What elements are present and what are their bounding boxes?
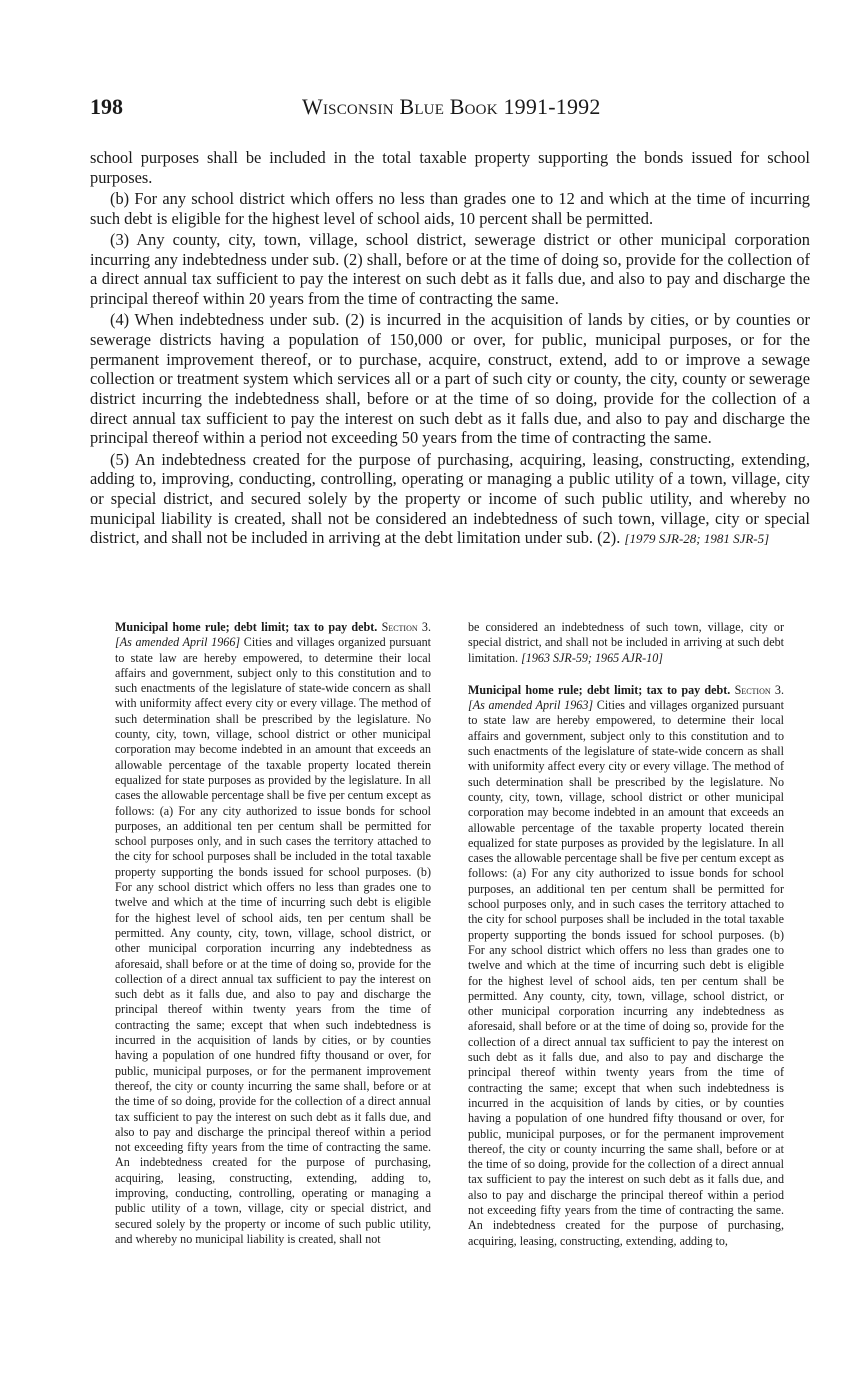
page-header (90, 94, 810, 128)
left-section-entry (115, 620, 431, 1247)
left-section-heading: Municipal home rule; debt limit; tax to pay debt. (115, 620, 378, 634)
paragraph-b: (b) For any school district which offers no less than grades one to 12 and which at the time of incurring such debt is eligible for the highest level of school aids, 10 percent shall be permitted. (90, 188, 810, 228)
left-column (115, 620, 431, 1247)
paragraph-5-text: (5) An indebtedness created for the purpose of purchasing, acquiring, leasing, constructing, extending, adding to, improving, conducting, controlling, operating or managing a public utility of a town, village, city or special district, and secured solely by the property or income of such public utility, and whereby no municipal liability is created, shall not be considered an indebtedness of such town, village, city or special district, and shall not be included in arriving at the debt limitation under sub. (2). (90, 449, 810, 548)
left-section-text: Cities and villages organized pursuant to state law are hereby empowered, to determine their local affairs and government, subject only to this constitution and to such enactments of the legislature of state-wide concern as shall with uniformity affect every city or every village. The method of such determination shall be prescribed by the legislature. No county, city, town, village, school district or other municipal corporation may become indebted in an amount that exceeds an allowable percentage of the taxable property located therein equalized for state purposes as provided by the legislature. In all cases the allowable percentage shall be five per centum except as follows: (a) For any city authorized to issue bonds for school purposes, an additional ten per centum shall be permitted for school purposes only, and in such cases the territory attached to the city for school purposes shall be included in the total taxable property supporting the bonds issued for school purposes. (b) For any school district which offers no less than grades one to twelve and which at the time of incurring such debt is eligible for the highest level of school aids, ten per centum shall be permitted. Any county, city, town, village, school district, or other municipal corporation incurring any indebtedness as aforesaid, shall before or at the time of doing so, provide for the collection of a direct annual tax sufficient to pay the interest on such debt as it falls due, and also to pay and discharge the principal thereof within twenty years from the time of contracting the same; except that when such indebtedness is incurred in the acquisition of lands by cities, or by counties having a population of one hundred fifty thousand or over, for public, municipal purposes, or for the permanent improvement thereof, the city or county incurring the same shall, before or at the time of so doing, provide for the collection of a direct annual tax sufficient to pay the interest on such debt as it falls due, and also to pay and discharge the principal thereof within a period not exceeding fifty years from the time of contracting the same. An indebtedness created for the purpose of purchasing, acquiring, leasing, constructing, extending, adding to, improving, conducting, controlling, operating or managing a public utility of a town, village, city or special district, and secured solely by the property or income of such public utility, and whereby no municipal liability is created, shall not (115, 635, 431, 1246)
right-section-text: Cities and villages organized pursuant to state law are hereby empowered, to determine their local affairs and government, subject only to this constitution and to such enactments of the legislature of state-wide concern as shall with uniformity affect every city or every village. The method of such determination shall be prescribed by the legislature. No county, city, town, village, school district or other municipal corporation may become indebted in an amount that exceeds an allowable percentage of the taxable property located therein equalized for state purposes as provided by the legislature. In all cases the allowable percentage shall be five per centum except as follows: (a) For any city authorized to issue bonds for school purposes, an additional ten per centum shall be permitted for school purposes only, and in such cases the territory attached to the city for school purposes shall be included in the total taxable property supporting the bonds issued for school purposes. (b) For any school district which offers no less than grades one to twelve and which at the time of incurring such debt is eligible for the highest level of school aids, ten per centum shall be permitted. Any county, city, town, village, school district, or other municipal corporation incurring any indebtedness as aforesaid, shall before or at the time of doing so, provide for the collection of a direct annual tax sufficient to pay the interest on such debt as it falls due, and also to pay and discharge the principal thereof within twenty years from the time of contracting the same; except that when such indebtedness is incurred in the acquisition of lands by cities, or by counties having a population of one hundred fifty thousand or over, for public, municipal purposes, or for the permanent improvement thereof, the city or county incurring the same shall, before or at the time of so doing, provide for the collection of a direct annual tax sufficient to pay the interest on such debt as it falls due, and also to pay and discharge the principal thereof within a period not exceeding fifty years from the time of contracting the same. An indebtedness created for the purpose of purchasing, acquiring, leasing, constructing, extending, adding to, (468, 698, 784, 1248)
running-title-name: Wisconsin Blue Book (302, 94, 498, 119)
right-section-entry (468, 683, 784, 1249)
right-continued-citation: [1963 SJR-59; 1965 AJR-10] (521, 650, 663, 665)
right-continued-text: be considered an indebtedness of such town, village, city or special district, and shall not be included in arriving at such debt limitation. (468, 620, 784, 665)
paragraph-3: (3) Any county, city, town, village, school district, sewerage district or other municipal corporation incurring any indebtedness under sub. (2) shall, before or at the time of doing so, provide for the collection of a direct annual tax sufficient to pay the interest on such debt as it falls due, and also to pay and discharge the principal thereof within 20 years from the time of contracting the same. (90, 229, 810, 308)
running-title (302, 94, 601, 120)
paragraph-continued: school purposes shall be included in the total taxable property supporting the bonds issued for school purposes. (90, 148, 810, 187)
main-body-text (90, 148, 810, 551)
left-amendment-note: [As amended April 1966] (115, 635, 241, 650)
paragraph-5-citation: [1979 SJR-28; 1981 SJR-5] (624, 531, 770, 547)
paragraph-4: (4) When indebtedness under sub. (2) is incurred in the acquisition of lands by cities, or by counties or sewerage districts having a population of 150,000 or over, for public, municipal purposes, or for the permanent improvement thereof, or to purchase, acquire, construct, extend, add to or improve a sewage collection or treatment system which services all or a part of such city or county, the city, county or sewerage district incurring the indebtedness shall, before or at the time of so doing, provide for the collection of a direct annual tax sufficient to pay the interest on such debt as it falls due, and also to pay and discharge the principal thereof within a period not exceeding 50 years from the time of contracting the same. (90, 310, 810, 448)
page-number: 198 (90, 94, 123, 119)
paragraph-5 (90, 450, 810, 550)
left-section-label: Section 3. (381, 620, 431, 634)
right-section-heading: Municipal home rule; debt limit; tax to pay debt. (468, 682, 731, 697)
right-amendment-note: [As amended April 1963] (468, 698, 594, 713)
right-continued-entry (468, 620, 784, 666)
right-column (468, 620, 784, 1249)
section-spacer (468, 666, 784, 683)
two-column-section (115, 620, 817, 1360)
running-title-years: 1991-1992 (503, 94, 601, 119)
right-section-label: Section 3. (734, 682, 784, 697)
